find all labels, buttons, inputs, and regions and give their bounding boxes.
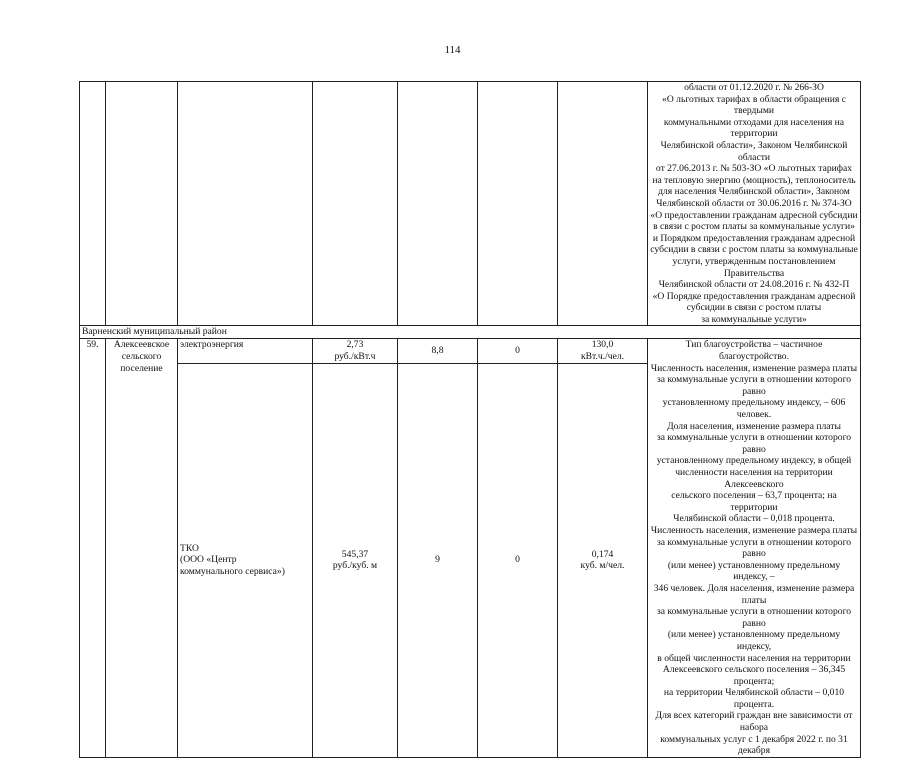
tariff-table — [79, 81, 861, 758]
empty-cell — [313, 82, 398, 326]
norm-value: 130,0 — [591, 339, 614, 351]
description-line: за коммунальные услуги в отношении которого равно — [656, 606, 852, 629]
index-value: 8,8 — [398, 339, 478, 363]
legal-line: на тепловую энергию (мощность), теплоноситель — [652, 174, 856, 186]
legal-line: «О Порядке предоставления гражданам адресной — [652, 290, 856, 302]
service-name — [178, 363, 313, 757]
description-line: Численность населения, изменение размера платы — [650, 362, 858, 374]
description-line: (или менее) установленному предельному индексу, — [667, 629, 841, 652]
legal-line: за коммунальные услуги» — [701, 313, 807, 325]
district-row — [80, 326, 861, 339]
norm-cell — [558, 363, 648, 757]
empty-cell — [80, 82, 106, 326]
legal-line: «О льготных тарифах в области обращения с твердыми — [662, 93, 846, 117]
norm-cell — [558, 339, 648, 363]
tariff-unit: руб./кВт.ч — [334, 351, 376, 363]
continuation-row — [80, 82, 861, 326]
norm-value: 0,174 — [591, 548, 614, 560]
legal-basis-cell — [648, 82, 861, 326]
tariff-cell — [313, 339, 398, 363]
empty-cell — [478, 82, 558, 326]
service-line: ТКО — [180, 542, 199, 554]
index-value: 9 — [398, 363, 478, 757]
legal-line: для населения Челябинской области», Законом — [658, 186, 850, 198]
service-name: электроэнергия — [178, 339, 313, 363]
legal-line: и Порядком предоставления гражданам адресной — [652, 232, 856, 244]
legal-line: области от 01.12.2020 г. № 266-ЗО — [684, 82, 824, 93]
tariff-value: 2,73 — [346, 339, 364, 351]
description-line: Численность населения, изменение размера платы — [650, 524, 858, 536]
description-line: Алексеевского сельского поселения – 36,345 процента; — [662, 664, 846, 687]
legal-line: Челябинской области от 30.06.2016 г. № 374-ЗО — [656, 197, 852, 209]
legal-line: субсидии в связи с ростом платы — [686, 302, 822, 314]
description-line: 346 человек. Доля населения, изменение размера платы — [653, 582, 855, 606]
empty-cell — [558, 82, 648, 326]
description-line: Доля населения, изменение размера платы — [667, 420, 841, 432]
tariff-cell — [313, 363, 398, 757]
legal-line: «О предоставлении гражданам адресной субсидии — [650, 209, 858, 221]
description-line: коммунальных услуг с 1 декабря 2022 г. по 31 декабря — [660, 733, 848, 757]
legal-line: коммунальными отходами для населения на территории — [663, 116, 845, 140]
tariff-unit: руб./куб. м — [332, 560, 378, 572]
legal-line: Челябинской области от 24.08.2016 г. № 432-П — [658, 279, 850, 291]
legal-line: в связи с ростом платы за коммунальные услуги» — [653, 221, 855, 233]
empty-cell — [178, 82, 313, 326]
zero-value: 0 — [478, 363, 558, 757]
norm-unit: куб. м/чел. — [580, 560, 625, 572]
page-number: 114 — [444, 44, 461, 56]
empty-cell — [398, 82, 478, 326]
description-line: на территории Челябинской области – 0,010 процента. — [663, 687, 845, 710]
row-number: 59. — [80, 339, 106, 757]
service-line: коммунального сервиса») — [180, 566, 285, 578]
description-line: установленному предельному индексу, в общей — [656, 455, 852, 467]
description-line: за коммунальные услуги в отношении которого равно — [656, 432, 852, 455]
description-line: численности населения на территории Алексеевского — [675, 467, 833, 490]
empty-cell — [106, 82, 178, 326]
zero-value: 0 — [478, 339, 558, 363]
description-line: (или менее) установленному предельному индексу, – — [667, 559, 841, 583]
legal-line: от 27.06.2013 г. № 503-ЗО «О льготных тарифах — [655, 163, 853, 175]
tariff-value: 545,37 — [341, 548, 369, 560]
description-line: сельского поселения – 63,7 процента; на территории — [671, 490, 837, 513]
description-line: Челябинской области – 0,018 процента. — [673, 513, 835, 525]
legal-line: субсидии в связи с ростом платы за коммунальные — [650, 244, 858, 256]
description-line: за коммунальные услуги в отношении которого равно — [656, 374, 852, 397]
table-row — [80, 339, 861, 363]
service-line: (ООО «Центр — [180, 554, 237, 566]
description-line: в общей численности населения на территории — [657, 652, 851, 664]
legal-line: услуги, утвержденным постановлением Правительства — [672, 255, 836, 279]
description-line: Для всех категорий граждан вне зависимости от набора — [655, 710, 853, 734]
description-cell — [648, 339, 861, 757]
description-line: Тип благоустройства – частичное благоустройство. — [685, 339, 823, 363]
description-line: за коммунальные услуги в отношении которого равно — [656, 536, 852, 560]
norm-unit: кВт.ч./чел. — [580, 351, 625, 363]
district-name: Варненский муниципальный район — [80, 326, 861, 339]
legal-line: Челябинской области», Законом Челябинской области — [660, 139, 848, 163]
description-line: установленному предельному индексу, – 606 человек. — [662, 397, 846, 421]
settlement-name: Алексеевское сельского поселение — [106, 339, 178, 757]
